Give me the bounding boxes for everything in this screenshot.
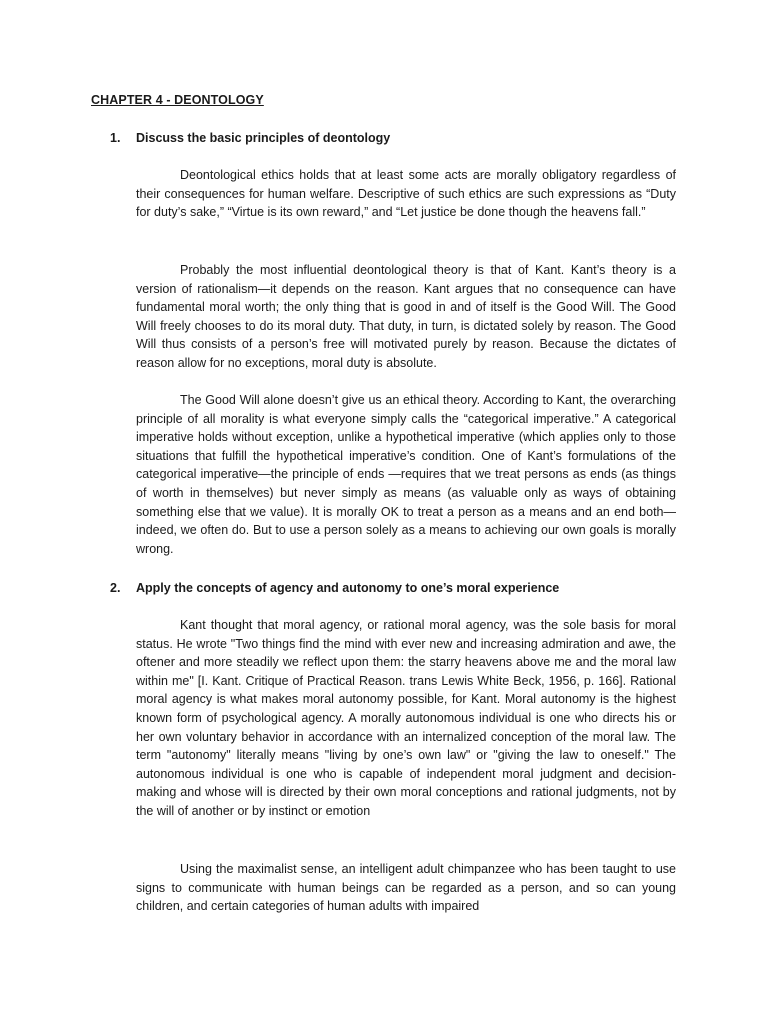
section-1-paragraph-1: Deontological ethics holds that at least some acts are morally obligatory regardless of their consequences for human welfare. Descriptive of such ethics are such expressions as “Duty for duty’s sake,” “Virtue is its own reward,” and “Let justice be done though the heavens fall.” (136, 168, 676, 220)
section-1-paragraph-3: The Good Will alone doesn’t give us an ethical theory. According to Kant, the overarching principle of all morality is what everyone simply calls the “categorical imperative.” A categorical imperative holds without exception, unlike a hypothetical imperative (which applies only to those situations that fulfill the hypothetical imperative’s condition. One of Kant’s formulations of the categorical imperative—the principle of ends —requires that we treat persons as ends (as things of worth in themselves) but never simply as means (as valuable only as ways of obtaining something else that we value). It is morally OK to treat a person as a means and an end both—indeed, we often do. But to use a person solely as a means to achieving our own goals is morally wrong. (136, 393, 676, 556)
section-1-paragraph-2: Probably the most influential deontological theory is that of Kant. Kant’s theory is a version of rationalism—it depends on the reason. Kant argues that no consequence can have fundamental moral worth; the only thing that is good in and of itself is the Good Will. The Good Will freely chooses to do its moral duty. That duty, in turn, is dictated solely by reason. The Good Will thus consists of a person’s free will motivated purely by reason. Because the dictates of reason allow for no exceptions, moral duty is absolute. (136, 263, 676, 370)
section-2-paragraph-1: Kant thought that moral agency, or rational moral agency, was the sole basis for moral status. He wrote "Two things find the mind with ever new and increasing admiration and awe, the oftener and more steadily we reflect upon them: the starry heavens above me and the moral law within me" [I. Kant. Critique of Practical Reason. trans Lewis White Beck, 1956, p. 166]. Rational moral agency is what makes moral autonomy possible, for Kant. Moral autonomy is the highest known form of psychological agency. A morally autonomous individual is one who directs his or her own voluntary behavior in accordance with an internalized conception of the moral law. The term "autonomy" literally means "living by one’s own law" or "giving the law to oneself." The autonomous individual is one who is capable of independent moral judgment and decision-making and whose will is directed by their own moral conceptions and rational judgments, not by the will of another or by instinct or emotion (136, 618, 676, 818)
section-2-heading (110, 581, 559, 595)
section-1-heading (110, 131, 390, 145)
section-2-number: 2. (110, 581, 121, 595)
section-1-title: Discuss the basic principles of deontology (136, 131, 391, 145)
section-2-title: Apply the concepts of agency and autonomy to one’s moral experience (136, 581, 560, 595)
chapter-title: CHAPTER 4 - DEONTOLOGY (91, 93, 264, 107)
section-1-number: 1. (110, 131, 121, 145)
section-2-paragraph-2: Using the maximalist sense, an intelligent adult chimpanzee who has been taught to use signs to communicate with human beings can be regarded as a person, and so can young children, and certain categories of human adults with impaired (136, 862, 676, 914)
